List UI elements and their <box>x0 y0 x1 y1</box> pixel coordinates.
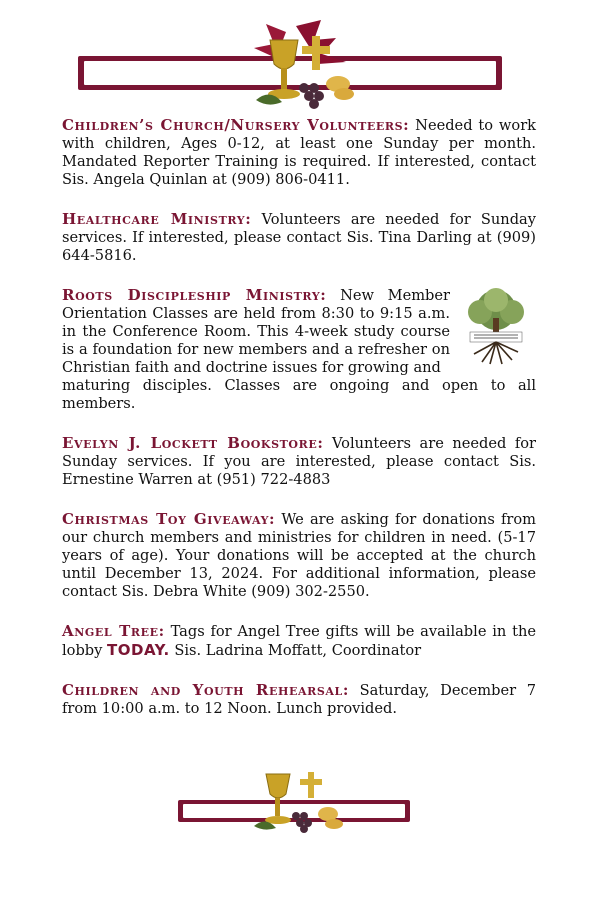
section-roots-discipleship <box>62 286 536 413</box>
section-heading: Christmas Toy Giveaway: <box>62 510 276 528</box>
chalice-cross-grapes-icon <box>226 18 366 110</box>
section-body-after: Sis. Ladrina Moffatt, Coordinator <box>174 642 422 659</box>
section-angel-tree <box>62 622 536 660</box>
tree-logo-icon <box>456 288 536 368</box>
section-childrens-church <box>62 116 536 189</box>
section-youth-rehearsal <box>62 681 536 718</box>
top-decorative-banner <box>78 18 502 108</box>
roots-text-full <box>62 377 536 413</box>
section-body-continued: maturing disciples. Classes are ongoing and open to all members. <box>62 377 536 412</box>
section-heading: Evelyn J. Lockett Bookstore: <box>62 434 324 452</box>
roots-text-wrapped <box>62 286 450 377</box>
section-body: Saturday, December 7 from 10:00 a.m. to 12 Noon. Lunch provided. <box>62 682 536 717</box>
section-heading: Children’s Church/Nursery Volunteers: <box>62 116 410 134</box>
section-heading: Angel Tree: <box>62 622 165 640</box>
section-heading: Roots Discipleship Ministry: <box>62 286 327 304</box>
bottom-decorative-banner <box>178 768 410 834</box>
section-healthcare-ministry <box>62 210 536 265</box>
section-body: Tags for Angel Tree gifts will be available in the lobby <box>62 623 536 659</box>
section-bookstore <box>62 434 536 489</box>
section-heading: Children and Youth Rehearsal: <box>62 681 349 699</box>
chalice-cross-grapes-icon <box>244 768 354 834</box>
section-body: We are asking for donations from our church members and ministries for children in need. (5-17 years of age). Your donations will be accepted at the church until December 13, 2024. For additional information, please contact Sis. Debra White (909) 302-2550. <box>62 511 536 600</box>
section-body: New Member Orientation Classes are held from 8:30 to 9:15 a.m. in the Conference Room. This 4-week study course is a foundation for new members and a refresher on Christian faith and doctrine issues for growing and <box>62 287 451 376</box>
section-body: Needed to work with children, Ages 0-12, at least one Sunday per month. Mandated Reporter Training is required. If interested, contact Sis. Angela Quinlan at (909) 806-0411. <box>62 117 537 188</box>
section-toy-giveaway <box>62 510 536 601</box>
today-emphasis: TODAY. <box>107 641 170 659</box>
section-body: Volunteers are needed for Sunday services. If you are interested, please contact Sis. Ernestine Warren at (951) 722-4883 <box>62 435 536 488</box>
announcements <box>62 116 536 739</box>
section-heading: Healthcare Ministry: <box>62 210 252 228</box>
section-body: Volunteers are needed for Sunday services. If interested, please contact Sis. Tina Darling at (909) 644-5816. <box>62 211 536 264</box>
